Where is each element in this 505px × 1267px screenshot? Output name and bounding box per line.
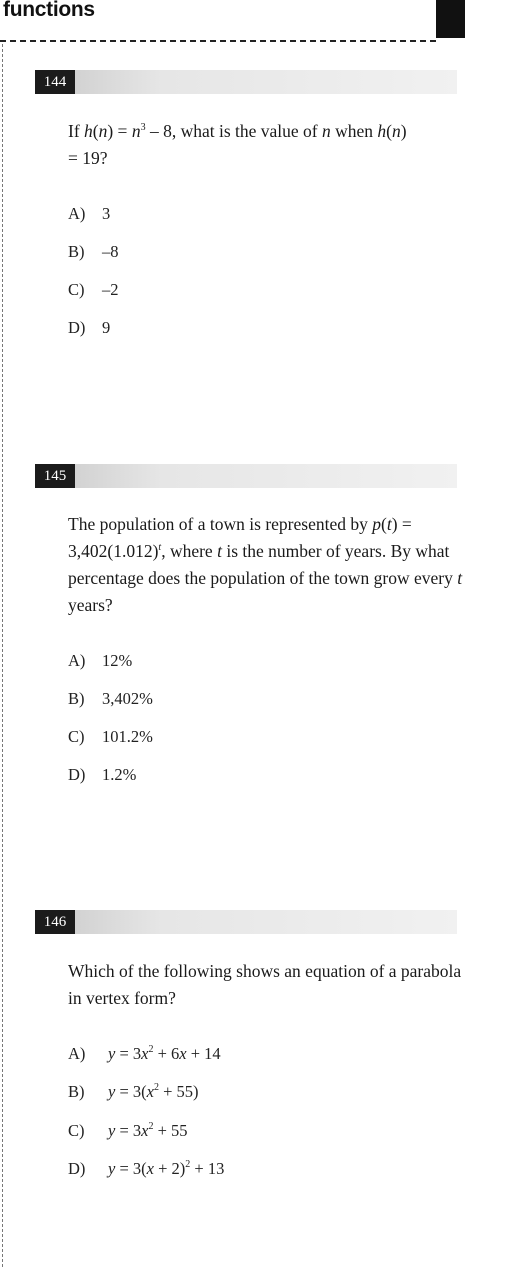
answer-choice-d[interactable]: D) 9 [68, 318, 111, 337]
question-number-bar [35, 910, 457, 934]
question-number-bar [35, 464, 457, 488]
answer-choice-a[interactable]: A) 12% [68, 651, 133, 670]
answer-choice-a[interactable]: A) 3 [68, 204, 111, 223]
answer-choice-d[interactable]: D) 1.2% [68, 765, 137, 784]
header-divider [0, 40, 436, 42]
answer-choice-c[interactable]: C) 101.2% [68, 727, 153, 746]
answer-choice-b[interactable]: B) 3,402% [68, 689, 153, 708]
question-number-badge: 146 [35, 910, 75, 934]
left-margin-rule [2, 44, 3, 1267]
section-title: functions [3, 0, 95, 21]
question-text: Which of the following shows an equation of a parabola in vertex form? [68, 961, 462, 1008]
answer-choice-a[interactable]: A) $y = 3x^2 + 6x + 14$ [68, 1044, 221, 1063]
question-text: The population of a town is represented by $p(t) = 3,402(1.012)^t$, where t is the number of years. By what percentage does the population of the town grow every t years? [68, 514, 463, 615]
question-number-badge: 145 [35, 464, 75, 488]
answer-choice-b[interactable]: B) –8 [68, 242, 119, 261]
question-number-bar [35, 70, 457, 94]
question-number-badge: 144 [35, 70, 75, 94]
answer-choice-c[interactable]: C) –2 [68, 280, 119, 299]
section-tab-marker [436, 0, 465, 38]
question-text: If $h(n) = n^3 - 8$, what is the value of n when h(n) = 19? [68, 121, 407, 168]
answer-choice-d[interactable]: D) $y = 3(x + 2)^2 + 13$ [68, 1159, 225, 1178]
answer-choice-c[interactable]: C) $y = 3x^2 + 55$ [68, 1121, 188, 1140]
answer-choice-b[interactable]: B) $y = 3(x^2 + 55)$ [68, 1082, 199, 1101]
